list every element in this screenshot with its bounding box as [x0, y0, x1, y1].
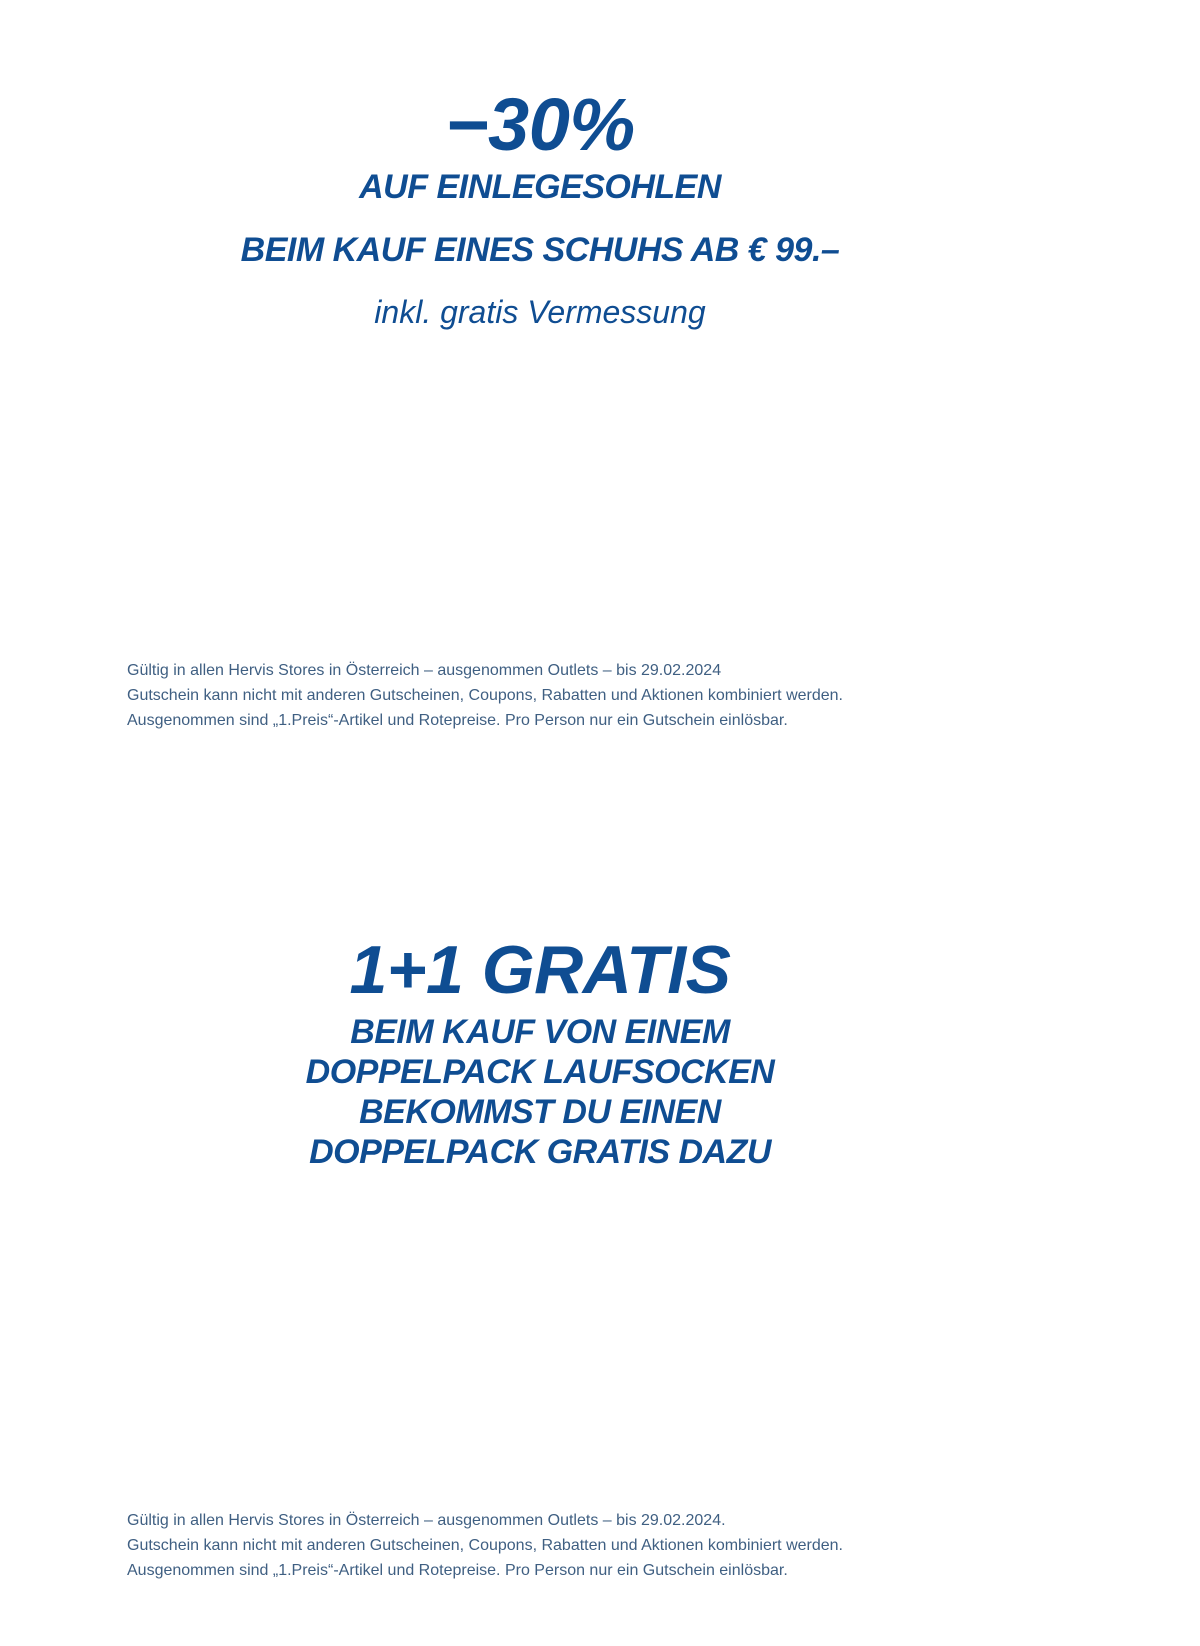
shoe-purchase-condition: BEIM KAUF EINES SCHUHS AB € 99.– — [240, 231, 840, 269]
socks-fineprint — [127, 1508, 1127, 1583]
fineprint-line: Gültig in allen Hervis Stores in Österreich – ausgenommen Outlets – bis 29.02.2024. — [127, 1512, 726, 1529]
fineprint-line: Gültig in allen Hervis Stores in Österreich – ausgenommen Outlets – bis 29.02.2024 — [127, 662, 722, 679]
socks-offer-text — [0, 1012, 1080, 1172]
insoles-offer-line: AUF EINLEGESOHLEN — [359, 168, 721, 206]
discount-headline: −30% — [445, 83, 635, 166]
insoles-coupon — [0, 0, 1200, 800]
socks-offer-line: BEIM KAUF VON EINEM — [350, 1013, 730, 1051]
socks-offer-line: BEKOMMST DU EINEN — [359, 1093, 721, 1131]
insoles-fineprint — [127, 658, 1127, 733]
socks-offer-line: DOPPELPACK LAUFSOCKEN — [305, 1053, 775, 1091]
fineprint-line: Gutschein kann nicht mit anderen Gutscheinen, Coupons, Rabatten und Aktionen kombiniert werden. — [127, 687, 843, 704]
fineprint-line: Gutschein kann nicht mit anderen Gutscheinen, Coupons, Rabatten und Aktionen kombiniert werden. — [127, 1537, 843, 1554]
free-measurement-note: inkl. gratis Vermessung — [374, 294, 706, 330]
socks-offer-line: DOPPELPACK GRATIS DAZU — [309, 1133, 771, 1171]
fineprint-line: Ausgenommen sind „1.Preis“-Artikel und Rotepreise. Pro Person nur ein Gutschein einlösbar. — [127, 1562, 788, 1579]
fineprint-line: Ausgenommen sind „1.Preis“-Artikel und Rotepreise. Pro Person nur ein Gutschein einlösbar. — [127, 712, 788, 729]
socks-coupon — [0, 800, 1200, 1646]
one-plus-one-headline: 1+1 GRATIS — [349, 932, 731, 1008]
